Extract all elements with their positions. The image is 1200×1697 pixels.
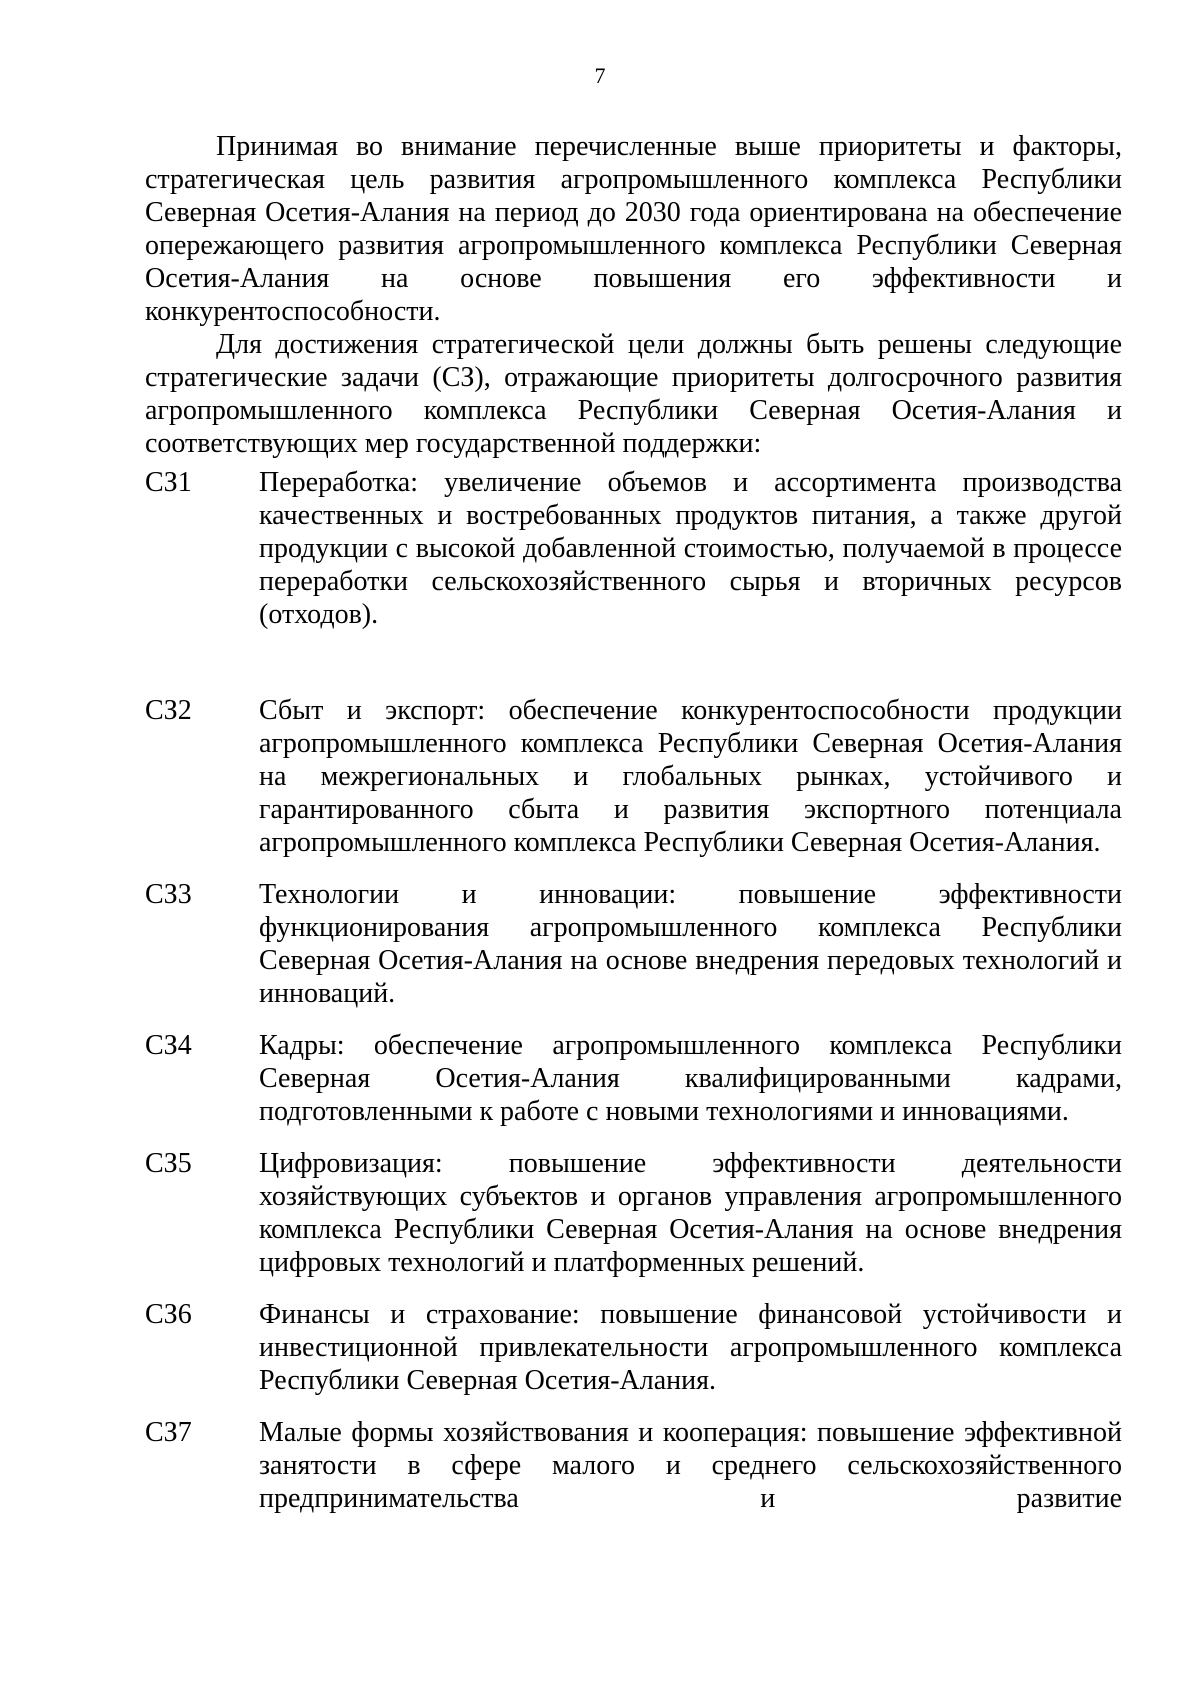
page-number: 7 [594, 63, 606, 88]
task-sz4 [145, 1029, 1122, 1128]
task-code: СЗ7 [145, 1417, 192, 1448]
task-sz5 [145, 1147, 1122, 1279]
task-text: Сбыт и экспорт: обеспечение конкурентоспособности продукции агропромышленного комплекса Республики Северная Осетия-Алания на межрегиональных и глобальных рынках, устойчивого и гарантированного сбыта и развития экспортного потенциала агропромышленного комплекса Республики Северная Осетия-Алания. [259, 695, 1122, 858]
task-text: Переработка: увеличение объемов и ассортимента производства качественных и востребованных продуктов питания, а также другой продукции с высокой добавленной стоимостью, получаемой в процессе переработки сельскохозяйственного сырья и вторичных ресурсов (отходов). [259, 467, 1122, 630]
task-text: Кадры: обеспечение агропромышленного комплекса Республики Северная Осетия-Алания квалифицированными кадрами, подготовленными к работе с новыми технологиями и инновациями. [259, 1030, 1122, 1127]
task-text: Технологии и инновации: повышение эффективности функционирования агропромышленного комплекса Республики Северная Осетия-Алания на основе внедрения передовых технологий и инноваций. [259, 879, 1122, 1009]
task-code: СЗ4 [145, 1030, 192, 1061]
task-text: Малые формы хозяйствования и кооперация: повышение эффективной занятости в сфере малого и среднего сельскохозяйственного предпринимательства и развитие [259, 1417, 1122, 1514]
task-code: СЗ2 [145, 695, 192, 726]
task-text: Цифровизация: повышение эффективности деятельности хозяйствующих субъектов и органов управления агропромышленного комплекса Республики Северная Осетия-Алания на основе внедрения цифровых технологий и платформенных решений. [259, 1148, 1122, 1278]
paragraph-strategic-goal: Принимая во внимание перечисленные выше приоритеты и факторы, стратегическая цель развития агропромышленного комплекса Республики Северная Осетия-Алания на период до 2030 года ориентирована на обеспечение опережающего развития агропромышленного комплекса Республики Северная Осетия-Алания на основе повышения его эффективности и конкурентоспособности. [145, 131, 1122, 327]
task-sz2 [145, 694, 1122, 859]
task-sz7 [145, 1416, 1122, 1515]
task-code: СЗ5 [145, 1148, 192, 1179]
document-body [145, 130, 1122, 1515]
task-code: СЗ3 [145, 879, 192, 910]
paragraph-strategic-tasks-intro: Для достижения стратегической цели должны быть решены следующие стратегические задачи (СЗ), отражающие приоритеты долгосрочного развития агропромышленного комплекса Республики Северная Осетия-Алания и соответствующих мер государственной поддержки: [145, 329, 1122, 459]
task-sz1 [145, 466, 1122, 631]
task-code: СЗ1 [145, 467, 192, 498]
task-sz6 [145, 1298, 1122, 1397]
task-code: СЗ6 [145, 1299, 192, 1330]
task-text: Финансы и страхование: повышение финансовой устойчивости и инвестиционной привлекательности агропромышленного комплекса Республики Северная Осетия-Алания. [259, 1299, 1122, 1396]
task-sz3 [145, 878, 1122, 1010]
